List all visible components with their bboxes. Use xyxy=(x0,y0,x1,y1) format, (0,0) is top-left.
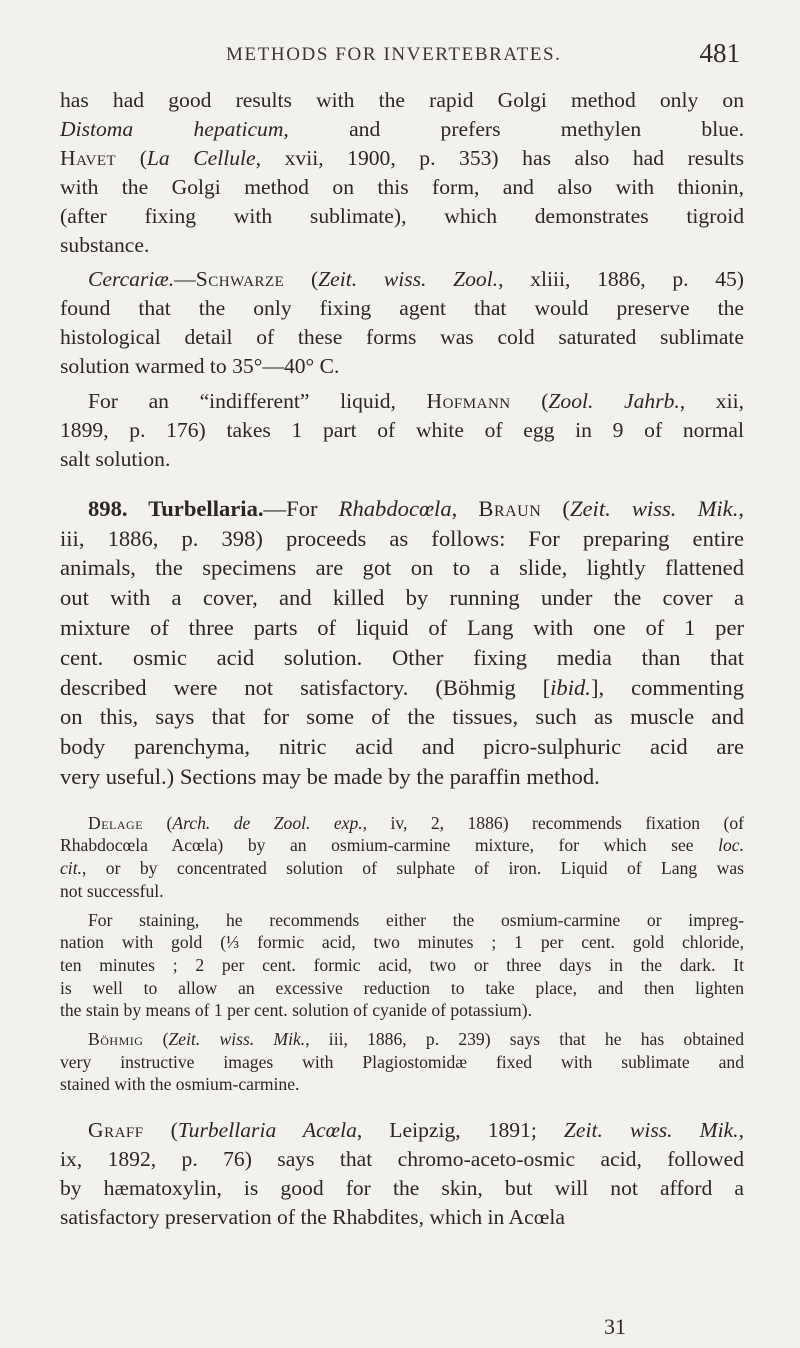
text-run: , xvii, 1900, p. 353) has also had results xyxy=(255,145,744,170)
text-line xyxy=(60,1116,744,1145)
text-line xyxy=(60,1174,744,1203)
text-line xyxy=(60,1145,744,1174)
text-run: ( xyxy=(143,1029,169,1050)
text-run: very useful.) Sections may be made by the paraffin method. xyxy=(60,763,600,789)
text-run: 898. Turbellaria. xyxy=(88,495,264,521)
text-run: Braun xyxy=(478,495,542,521)
text-run: found that the only fixing agent that would preserve the xyxy=(60,296,744,321)
text-run: Distoma hepaticum xyxy=(60,116,284,141)
text-run: animals, the specimens are got on to a slide, lightly flattened xyxy=(60,555,744,581)
text-run: —For xyxy=(263,495,339,521)
text-run: Cercariæ. xyxy=(88,267,175,292)
text-run: very instructive images with Plagiostomidæ fixed with sublimate and xyxy=(60,1051,744,1072)
text-run: satisfactory preservation of the Rhabdites, which in Acœla xyxy=(60,1204,565,1229)
text-line xyxy=(60,494,744,524)
text-run: — xyxy=(174,267,196,292)
text-run: iii, 1886, p. 398) proceeds as follows: For preparing entire xyxy=(60,525,744,551)
text-run: is well to allow an excessive reduction to take place, and then lighten xyxy=(60,977,744,998)
text-run: Böhmig xyxy=(88,1029,144,1050)
paragraph xyxy=(60,909,744,1023)
text-line xyxy=(60,977,744,1000)
running-title: METHODS FOR INVERTEBRATES. xyxy=(226,44,562,65)
text-run: Zeit. wiss. Mik. xyxy=(569,495,739,521)
text-run: , xyxy=(451,495,479,521)
text-run: ibid. xyxy=(550,674,591,700)
text-run: out with a cover, and killed by running under the cover a xyxy=(60,585,744,611)
text-run: , and prefers methylen blue. xyxy=(283,116,744,141)
paragraph xyxy=(60,1028,744,1096)
signature-mark: 31 xyxy=(604,1314,626,1339)
text-run: ( xyxy=(284,267,319,292)
text-line xyxy=(60,762,744,792)
text-line xyxy=(60,202,744,231)
text-line xyxy=(60,387,744,416)
paragraph xyxy=(60,86,744,259)
text-line xyxy=(60,1203,744,1232)
text-line xyxy=(60,265,744,294)
text-line xyxy=(60,294,744,323)
text-run: (after fixing with sublimate), which demonstrates tigroid xyxy=(60,203,744,228)
text-run: not successful. xyxy=(60,880,164,901)
text-line xyxy=(60,323,744,352)
text-run: , or by concentrated solution of sulphate of iron. Liquid of Lang was xyxy=(81,858,744,879)
text-line xyxy=(60,1051,744,1074)
text-run: Rhabdocœla xyxy=(338,495,452,521)
text-run: For an “indifferent” liquid, xyxy=(88,389,427,414)
text-run: Delage xyxy=(88,812,144,833)
text-run: stained with the osmium-carmine. xyxy=(60,1074,300,1095)
paragraph-gap xyxy=(60,474,744,494)
text-line xyxy=(60,954,744,977)
text-line xyxy=(60,86,744,115)
text-run: , iv, 2, 1886) recommends fixation (of xyxy=(362,812,744,833)
text-run: 1899, p. 176) takes 1 part of white of egg in 9 of normal xyxy=(60,417,744,442)
text-line xyxy=(60,880,744,903)
text-run: ], commenting xyxy=(590,674,744,700)
text-line xyxy=(60,613,744,643)
text-run: Schwarze xyxy=(195,267,285,292)
text-run: Hofmann xyxy=(426,389,511,414)
paragraph xyxy=(60,1116,744,1232)
text-line xyxy=(60,834,744,857)
text-run: ix, 1892, p. 76) says that chromo-aceto-osmic acid, followed xyxy=(60,1147,744,1172)
text-line xyxy=(60,173,744,202)
text-run: body parenchyma, nitric acid and picro-sulphuric acid are xyxy=(60,734,744,760)
text-run: , Leipzig, 1891; xyxy=(356,1118,564,1143)
text-run: substance. xyxy=(60,232,150,257)
text-line xyxy=(60,999,744,1022)
text-run: Zeit. wiss. Mik. xyxy=(563,1118,739,1143)
text-run: ( xyxy=(510,389,549,414)
text-line xyxy=(60,702,744,732)
text-run: solution warmed to 35°—40° C. xyxy=(60,354,340,379)
text-run: Arch. de Zool. exp. xyxy=(172,812,363,833)
text-run: histological detail of these forms was cold saturated sublimate xyxy=(60,325,744,350)
text-line xyxy=(60,1073,744,1096)
paragraph-gap xyxy=(60,792,744,812)
text-line xyxy=(60,352,744,381)
text-run: ten minutes ; 2 per cent. formic acid, two or three days in the dark. It xyxy=(60,954,744,975)
page-header xyxy=(0,38,800,74)
text-line xyxy=(60,931,744,954)
text-run: ( xyxy=(541,495,570,521)
text-line xyxy=(60,144,744,173)
text-run: Havet xyxy=(60,145,117,170)
text-run: ( xyxy=(143,812,173,833)
text-line xyxy=(60,115,744,144)
text-run: Zeit. wiss. Zool. xyxy=(318,267,499,292)
text-run: described were not satisfactory. (Böhmig [ xyxy=(60,674,551,700)
text-run: Zeit. wiss. Mik. xyxy=(168,1029,306,1050)
text-run: Zool. Jahrb. xyxy=(548,389,680,414)
page-body xyxy=(60,86,744,1232)
text-run: ( xyxy=(116,145,147,170)
text-line xyxy=(60,732,744,762)
text-line xyxy=(60,445,744,474)
text-line xyxy=(60,857,744,880)
paragraph-gap xyxy=(60,1096,744,1116)
paragraph xyxy=(60,265,744,381)
text-line xyxy=(60,909,744,932)
text-run: , xliii, 1886, p. 45) xyxy=(498,267,744,292)
text-run: ( xyxy=(143,1118,178,1143)
text-line xyxy=(60,416,744,445)
text-run: La Cellule xyxy=(146,145,256,170)
text-line xyxy=(60,673,744,703)
text-line xyxy=(60,812,744,835)
text-line xyxy=(60,231,744,260)
text-run: the stain by means of 1 per cent. solution of cyanide of potassium). xyxy=(60,1000,532,1021)
text-run: on this, says that for some of the tissues, such as muscle and xyxy=(60,704,744,730)
text-run: , xyxy=(738,495,744,521)
text-line xyxy=(60,1028,744,1051)
paragraph xyxy=(60,494,744,792)
text-run: Rhabdocœla Acœla) by an osmium-carmine mixture, for which see xyxy=(60,835,719,856)
text-run: cit. xyxy=(60,858,82,879)
text-run: with the Golgi method on this form, and also with thionin, xyxy=(60,174,744,199)
text-run: has had good results with the rapid Golgi method only on xyxy=(60,88,744,112)
text-run: Graff xyxy=(88,1118,144,1143)
text-line xyxy=(60,643,744,673)
text-run: nation with gold (⅓ formic acid, two minutes ; 1 per cent. gold chloride, xyxy=(60,932,744,953)
text-run: salt solution. xyxy=(60,446,171,471)
text-line xyxy=(60,583,744,613)
text-run: cent. osmic acid solution. Other fixing media than that xyxy=(60,644,744,670)
text-run: , xyxy=(738,1118,744,1143)
text-line xyxy=(60,524,744,554)
text-line xyxy=(60,553,744,583)
text-run: Turbellaria Acœla xyxy=(177,1118,357,1143)
text-run: mixture of three parts of liquid of Lang with one of 1 per xyxy=(60,614,744,640)
page-number: 481 xyxy=(699,38,740,68)
text-run: by hæmatoxylin, is good for the skin, but will not afford a xyxy=(60,1176,744,1200)
text-run: loc. xyxy=(718,835,744,856)
paragraph xyxy=(60,812,744,903)
text-run: , iii, 1886, p. 239) says that he has obtained xyxy=(305,1029,744,1050)
text-run: , xii, xyxy=(679,389,744,414)
text-run: For staining, he recommends either the osmium-carmine or impreg- xyxy=(88,909,744,930)
paragraph xyxy=(60,387,744,474)
